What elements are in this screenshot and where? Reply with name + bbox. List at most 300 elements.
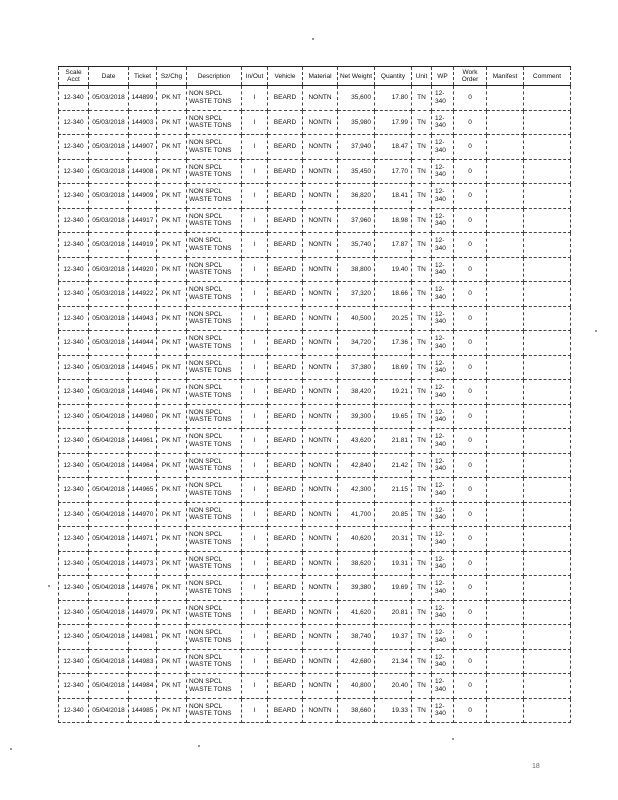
cell-scale: 12-340 <box>59 282 89 307</box>
table-row <box>59 282 571 307</box>
cell-date: 05/03/2018 <box>89 135 129 160</box>
cell-material: NONTN <box>303 576 338 601</box>
cell-schg: PK NT <box>157 453 187 478</box>
cell-work-order: 0 <box>454 184 487 209</box>
cell-schg: PK NT <box>157 184 187 209</box>
cell-ticket: 144945 <box>129 355 157 380</box>
scan-speck <box>312 38 314 40</box>
cell-ticket: 144971 <box>129 527 157 552</box>
cell-net-weight: 38,620 <box>338 551 375 576</box>
cell-description: NON SPCL WASTE TONS <box>187 86 242 111</box>
cell-quantity: 17.87 <box>375 233 412 258</box>
table-row <box>59 551 571 576</box>
cell-vehicle: BEARD <box>268 698 303 723</box>
cell-unit: TN <box>412 380 432 405</box>
cell-wp: 12-340 <box>432 674 454 699</box>
cell-comment <box>524 600 571 625</box>
cell-date: 05/04/2018 <box>89 674 129 699</box>
cell-quantity: 18.98 <box>375 208 412 233</box>
cell-description: NON SPCL WASTE TONS <box>187 257 242 282</box>
cell-ticket: 144946 <box>129 380 157 405</box>
cell-date: 05/03/2018 <box>89 306 129 331</box>
cell-inout: I <box>242 233 268 258</box>
cell-quantity: 20.85 <box>375 502 412 527</box>
cell-vehicle: BEARD <box>268 380 303 405</box>
cell-work-order: 0 <box>454 404 487 429</box>
cell-wp: 12-340 <box>432 184 454 209</box>
cell-manifest <box>487 233 524 258</box>
cell-manifest <box>487 576 524 601</box>
cell-vehicle: BEARD <box>268 502 303 527</box>
cell-schg: PK NT <box>157 159 187 184</box>
cell-comment <box>524 86 571 111</box>
cell-inout: I <box>242 86 268 111</box>
cell-vehicle: BEARD <box>268 110 303 135</box>
scan-speck <box>198 745 200 747</box>
table-row <box>59 86 571 111</box>
table-row <box>59 502 571 527</box>
cell-wp: 12-340 <box>432 551 454 576</box>
cell-net-weight: 40,500 <box>338 306 375 331</box>
cell-ticket: 144973 <box>129 551 157 576</box>
cell-material: NONTN <box>303 551 338 576</box>
cell-ticket: 144903 <box>129 110 157 135</box>
cell-manifest <box>487 478 524 503</box>
cell-manifest <box>487 502 524 527</box>
cell-comment <box>524 429 571 454</box>
cell-vehicle: BEARD <box>268 306 303 331</box>
cell-schg: PK NT <box>157 331 187 356</box>
cell-comment <box>524 306 571 331</box>
cell-wp: 12-340 <box>432 478 454 503</box>
cell-manifest <box>487 135 524 160</box>
cell-work-order: 0 <box>454 331 487 356</box>
cell-comment <box>524 674 571 699</box>
cell-work-order: 0 <box>454 233 487 258</box>
cell-schg: PK NT <box>157 355 187 380</box>
cell-quantity: 21.15 <box>375 478 412 503</box>
cell-description: NON SPCL WASTE TONS <box>187 527 242 552</box>
cell-comment <box>524 257 571 282</box>
cell-scale: 12-340 <box>59 429 89 454</box>
cell-comment <box>524 551 571 576</box>
cell-unit: TN <box>412 625 432 650</box>
cell-quantity: 21.42 <box>375 453 412 478</box>
cell-unit: TN <box>412 331 432 356</box>
cell-unit: TN <box>412 600 432 625</box>
cell-date: 05/03/2018 <box>89 110 129 135</box>
cell-manifest <box>487 184 524 209</box>
cell-material: NONTN <box>303 86 338 111</box>
cell-wp: 12-340 <box>432 135 454 160</box>
cell-description: NON SPCL WASTE TONS <box>187 698 242 723</box>
cell-vehicle: BEARD <box>268 86 303 111</box>
cell-vehicle: BEARD <box>268 184 303 209</box>
cell-ticket: 144907 <box>129 135 157 160</box>
cell-work-order: 0 <box>454 649 487 674</box>
scan-speck <box>10 748 12 750</box>
cell-material: NONTN <box>303 257 338 282</box>
cell-description: NON SPCL WASTE TONS <box>187 159 242 184</box>
cell-comment <box>524 208 571 233</box>
cell-inout: I <box>242 453 268 478</box>
cell-date: 05/04/2018 <box>89 576 129 601</box>
cell-schg: PK NT <box>157 306 187 331</box>
column-header-unit: Unit <box>412 67 432 86</box>
cell-description: NON SPCL WASTE TONS <box>187 404 242 429</box>
cell-schg: PK NT <box>157 625 187 650</box>
cell-date: 05/03/2018 <box>89 257 129 282</box>
cell-ticket: 144943 <box>129 306 157 331</box>
cell-inout: I <box>242 306 268 331</box>
cell-description: NON SPCL WASTE TONS <box>187 331 242 356</box>
cell-unit: TN <box>412 429 432 454</box>
cell-comment <box>524 184 571 209</box>
cell-schg: PK NT <box>157 86 187 111</box>
cell-date: 05/04/2018 <box>89 698 129 723</box>
cell-net-weight: 39,300 <box>338 404 375 429</box>
cell-work-order: 0 <box>454 86 487 111</box>
cell-quantity: 20.25 <box>375 306 412 331</box>
cell-ticket: 144985 <box>129 698 157 723</box>
table-row <box>59 110 571 135</box>
cell-work-order: 0 <box>454 355 487 380</box>
cell-ticket: 144922 <box>129 282 157 307</box>
cell-net-weight: 41,620 <box>338 600 375 625</box>
cell-net-weight: 39,380 <box>338 576 375 601</box>
cell-ticket: 144919 <box>129 233 157 258</box>
cell-net-weight: 35,980 <box>338 110 375 135</box>
cell-scale: 12-340 <box>59 306 89 331</box>
cell-net-weight: 38,660 <box>338 698 375 723</box>
cell-comment <box>524 576 571 601</box>
cell-net-weight: 38,740 <box>338 625 375 650</box>
cell-scale: 12-340 <box>59 110 89 135</box>
table-row <box>59 355 571 380</box>
cell-description: NON SPCL WASTE TONS <box>187 502 242 527</box>
column-header-quantity: Quantity <box>375 67 412 86</box>
cell-vehicle: BEARD <box>268 453 303 478</box>
table-row <box>59 625 571 650</box>
cell-unit: TN <box>412 674 432 699</box>
column-header-material: Material <box>303 67 338 86</box>
cell-ticket: 144984 <box>129 674 157 699</box>
cell-inout: I <box>242 404 268 429</box>
cell-vehicle: BEARD <box>268 429 303 454</box>
cell-quantity: 19.37 <box>375 625 412 650</box>
cell-unit: TN <box>412 478 432 503</box>
cell-comment <box>524 135 571 160</box>
cell-description: NON SPCL WASTE TONS <box>187 355 242 380</box>
cell-material: NONTN <box>303 208 338 233</box>
cell-manifest <box>487 527 524 552</box>
cell-unit: TN <box>412 306 432 331</box>
cell-description: NON SPCL WASTE TONS <box>187 282 242 307</box>
cell-vehicle: BEARD <box>268 527 303 552</box>
cell-quantity: 21.81 <box>375 429 412 454</box>
table-row <box>59 208 571 233</box>
cell-date: 05/04/2018 <box>89 404 129 429</box>
cell-scale: 12-340 <box>59 233 89 258</box>
cell-work-order: 0 <box>454 135 487 160</box>
cell-work-order: 0 <box>454 527 487 552</box>
cell-date: 05/03/2018 <box>89 331 129 356</box>
cell-work-order: 0 <box>454 159 487 184</box>
cell-comment <box>524 159 571 184</box>
cell-wp: 12-340 <box>432 159 454 184</box>
column-header-wp: WP <box>432 67 454 86</box>
cell-vehicle: BEARD <box>268 233 303 258</box>
cell-comment <box>524 404 571 429</box>
cell-unit: TN <box>412 282 432 307</box>
cell-manifest <box>487 355 524 380</box>
cell-scale: 12-340 <box>59 674 89 699</box>
cell-date: 05/04/2018 <box>89 453 129 478</box>
cell-inout: I <box>242 478 268 503</box>
cell-vehicle: BEARD <box>268 282 303 307</box>
cell-work-order: 0 <box>454 674 487 699</box>
cell-description: NON SPCL WASTE TONS <box>187 478 242 503</box>
scan-speck <box>452 738 454 740</box>
cell-material: NONTN <box>303 502 338 527</box>
cell-comment <box>524 625 571 650</box>
cell-scale: 12-340 <box>59 135 89 160</box>
column-header-work-order: Work Order <box>454 67 487 86</box>
cell-inout: I <box>242 282 268 307</box>
cell-material: NONTN <box>303 380 338 405</box>
cell-inout: I <box>242 331 268 356</box>
cell-wp: 12-340 <box>432 502 454 527</box>
cell-description: NON SPCL WASTE TONS <box>187 600 242 625</box>
table-row <box>59 159 571 184</box>
cell-schg: PK NT <box>157 282 187 307</box>
cell-vehicle: BEARD <box>268 600 303 625</box>
cell-comment <box>524 502 571 527</box>
cell-work-order: 0 <box>454 625 487 650</box>
cell-inout: I <box>242 159 268 184</box>
cell-material: NONTN <box>303 478 338 503</box>
cell-vehicle: BEARD <box>268 159 303 184</box>
cell-material: NONTN <box>303 184 338 209</box>
cell-comment <box>524 380 571 405</box>
column-header-ticket: Ticket <box>129 67 157 86</box>
cell-work-order: 0 <box>454 208 487 233</box>
cell-description: NON SPCL WASTE TONS <box>187 576 242 601</box>
cell-unit: TN <box>412 453 432 478</box>
cell-schg: PK NT <box>157 649 187 674</box>
cell-ticket: 144908 <box>129 159 157 184</box>
cell-scale: 12-340 <box>59 86 89 111</box>
table-row <box>59 257 571 282</box>
cell-material: NONTN <box>303 282 338 307</box>
cell-schg: PK NT <box>157 208 187 233</box>
table-row <box>59 527 571 552</box>
cell-scale: 12-340 <box>59 698 89 723</box>
cell-quantity: 19.65 <box>375 404 412 429</box>
cell-date: 05/04/2018 <box>89 551 129 576</box>
cell-schg: PK NT <box>157 502 187 527</box>
cell-scale: 12-340 <box>59 527 89 552</box>
cell-wp: 12-340 <box>432 453 454 478</box>
cell-ticket: 144909 <box>129 184 157 209</box>
cell-vehicle: BEARD <box>268 257 303 282</box>
cell-quantity: 20.40 <box>375 674 412 699</box>
table-row <box>59 306 571 331</box>
cell-schg: PK NT <box>157 576 187 601</box>
cell-date: 05/04/2018 <box>89 429 129 454</box>
cell-comment <box>524 478 571 503</box>
cell-unit: TN <box>412 551 432 576</box>
cell-date: 05/04/2018 <box>89 649 129 674</box>
cell-inout: I <box>242 698 268 723</box>
cell-wp: 12-340 <box>432 380 454 405</box>
cell-work-order: 0 <box>454 698 487 723</box>
page-number: 18 <box>532 763 540 770</box>
cell-scale: 12-340 <box>59 184 89 209</box>
cell-schg: PK NT <box>157 600 187 625</box>
cell-scale: 12-340 <box>59 551 89 576</box>
column-header-vehicle: Vehicle <box>268 67 303 86</box>
cell-ticket: 144899 <box>129 86 157 111</box>
cell-date: 05/03/2018 <box>89 282 129 307</box>
cell-inout: I <box>242 110 268 135</box>
table-row <box>59 184 571 209</box>
cell-work-order: 0 <box>454 257 487 282</box>
cell-scale: 12-340 <box>59 600 89 625</box>
cell-quantity: 19.33 <box>375 698 412 723</box>
cell-vehicle: BEARD <box>268 551 303 576</box>
cell-ticket: 144961 <box>129 429 157 454</box>
cell-scale: 12-340 <box>59 625 89 650</box>
cell-comment <box>524 110 571 135</box>
cell-quantity: 17.36 <box>375 331 412 356</box>
cell-manifest <box>487 380 524 405</box>
cell-inout: I <box>242 208 268 233</box>
cell-quantity: 21.34 <box>375 649 412 674</box>
cell-work-order: 0 <box>454 551 487 576</box>
table-row <box>59 649 571 674</box>
cell-quantity: 18.66 <box>375 282 412 307</box>
cell-quantity: 18.69 <box>375 355 412 380</box>
cell-work-order: 0 <box>454 306 487 331</box>
cell-unit: TN <box>412 404 432 429</box>
table-row <box>59 674 571 699</box>
cell-unit: TN <box>412 698 432 723</box>
cell-scale: 12-340 <box>59 355 89 380</box>
cell-vehicle: BEARD <box>268 135 303 160</box>
cell-quantity: 20.81 <box>375 600 412 625</box>
cell-manifest <box>487 306 524 331</box>
table-row <box>59 404 571 429</box>
cell-vehicle: BEARD <box>268 576 303 601</box>
column-header-net-weight: Net Weight <box>338 67 375 86</box>
cell-description: NON SPCL WASTE TONS <box>187 233 242 258</box>
cell-date: 05/03/2018 <box>89 380 129 405</box>
cell-inout: I <box>242 429 268 454</box>
column-header-scale: Scale Acct <box>59 67 89 86</box>
cell-quantity: 19.69 <box>375 576 412 601</box>
cell-manifest <box>487 429 524 454</box>
column-header-description: Description <box>187 67 242 86</box>
cell-quantity: 18.47 <box>375 135 412 160</box>
cell-net-weight: 35,740 <box>338 233 375 258</box>
cell-vehicle: BEARD <box>268 208 303 233</box>
cell-unit: TN <box>412 110 432 135</box>
cell-scale: 12-340 <box>59 576 89 601</box>
table-row <box>59 576 571 601</box>
cell-manifest <box>487 257 524 282</box>
table-row <box>59 380 571 405</box>
cell-wp: 12-340 <box>432 355 454 380</box>
cell-material: NONTN <box>303 674 338 699</box>
table-row <box>59 600 571 625</box>
cell-work-order: 0 <box>454 600 487 625</box>
cell-net-weight: 40,800 <box>338 674 375 699</box>
cell-wp: 12-340 <box>432 208 454 233</box>
cell-wp: 12-340 <box>432 527 454 552</box>
cell-material: NONTN <box>303 159 338 184</box>
cell-description: NON SPCL WASTE TONS <box>187 135 242 160</box>
cell-wp: 12-340 <box>432 429 454 454</box>
cell-work-order: 0 <box>454 453 487 478</box>
cell-manifest <box>487 86 524 111</box>
cell-schg: PK NT <box>157 380 187 405</box>
cell-unit: TN <box>412 86 432 111</box>
cell-manifest <box>487 674 524 699</box>
cell-date: 05/03/2018 <box>89 184 129 209</box>
cell-quantity: 18.41 <box>375 184 412 209</box>
cell-ticket: 144979 <box>129 600 157 625</box>
cell-wp: 12-340 <box>432 576 454 601</box>
cell-description: NON SPCL WASTE TONS <box>187 649 242 674</box>
cell-comment <box>524 649 571 674</box>
cell-manifest <box>487 331 524 356</box>
cell-vehicle: BEARD <box>268 649 303 674</box>
cell-inout: I <box>242 257 268 282</box>
cell-vehicle: BEARD <box>268 674 303 699</box>
cell-unit: TN <box>412 159 432 184</box>
cell-manifest <box>487 453 524 478</box>
table-body <box>59 86 571 723</box>
cell-net-weight: 37,960 <box>338 208 375 233</box>
cell-schg: PK NT <box>157 478 187 503</box>
cell-schg: PK NT <box>157 674 187 699</box>
cell-scale: 12-340 <box>59 257 89 282</box>
cell-scale: 12-340 <box>59 208 89 233</box>
cell-schg: PK NT <box>157 698 187 723</box>
cell-manifest <box>487 208 524 233</box>
cell-ticket: 144920 <box>129 257 157 282</box>
cell-unit: TN <box>412 502 432 527</box>
cell-wp: 12-340 <box>432 86 454 111</box>
cell-schg: PK NT <box>157 257 187 282</box>
cell-description: NON SPCL WASTE TONS <box>187 429 242 454</box>
cell-schg: PK NT <box>157 429 187 454</box>
cell-inout: I <box>242 600 268 625</box>
cell-work-order: 0 <box>454 380 487 405</box>
cell-unit: TN <box>412 527 432 552</box>
cell-schg: PK NT <box>157 404 187 429</box>
column-header-inout: In/Out <box>242 67 268 86</box>
cell-net-weight: 38,420 <box>338 380 375 405</box>
cell-comment <box>524 453 571 478</box>
cell-unit: TN <box>412 257 432 282</box>
cell-wp: 12-340 <box>432 306 454 331</box>
cell-ticket: 144981 <box>129 625 157 650</box>
cell-material: NONTN <box>303 233 338 258</box>
cell-date: 05/03/2018 <box>89 355 129 380</box>
cell-ticket: 144983 <box>129 649 157 674</box>
